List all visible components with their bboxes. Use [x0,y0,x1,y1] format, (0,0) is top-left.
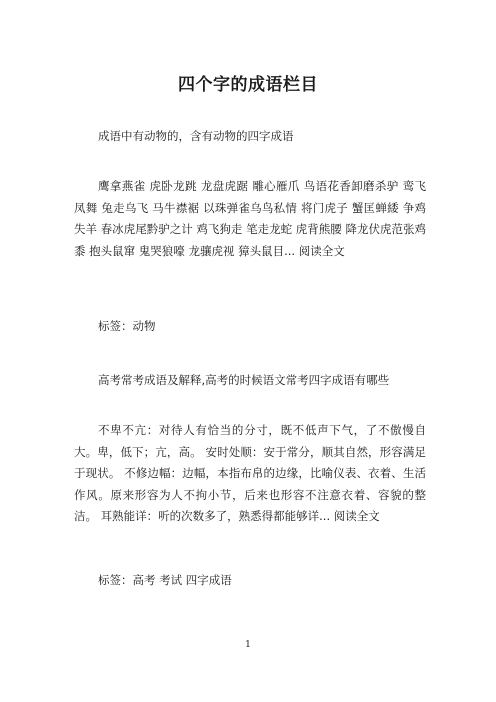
article-1-tags [98,318,156,334]
tag-list[interactable]: 动物 [132,319,156,333]
article-1-body [74,176,426,262]
page-title: 四个字的成语栏目 [178,75,318,95]
article-2-tags [98,572,232,588]
article-2-body [74,420,426,528]
article-1-read-more-link[interactable]: 阅读全文 [298,243,345,258]
page-number: 1 [245,640,251,650]
article-2-text: 不卑不亢：对待人有恰当的分寸，既不低声下气，了不傲慢自大。卑，低下；亢，高。 安时处顺：安于常分，顺其自然，形容满足于现状。 不修边幅：边幅，本指布帛的边缘，比喻仪表、衣着、生活作风。原来形容为人不拘小节，后来也形容不注意衣着、容貌的整洁。 耳熟能详：听的次数多了，熟悉得都能够详... [74,423,426,523]
tag-list[interactable]: 高考 考试 四字成语 [132,573,232,587]
article-1-text: 鹰拿燕雀 虎卧龙跳 龙盘虎踞 雕心雁爪 鸟语花香卸磨杀驴 鸾飞凤舞 兔走乌飞 马牛襟裾 以珠弹雀乌鸟私情 将门虎子 蟹匡蝉緌 争鸡失羊 春冰虎尾黔驴之计 鸡飞狗走 笔走龙蛇 虎背熊腰 降龙伏虎范张鸡黍 抱头鼠窜 鬼哭狼嚎 龙骧虎视 獐头鼠目... [74,179,426,258]
tags-label: 标签： [98,319,133,333]
article-2-read-more-link[interactable]: 阅读全文 [333,509,380,523]
article-1-heading: 成语中有动物的，含有动物的四字成语 [98,129,294,143]
tags-label: 标签： [98,573,133,587]
article-2-heading: 高考常考成语及解释,高考的时候语文常考四字成语有哪些 [98,373,390,387]
